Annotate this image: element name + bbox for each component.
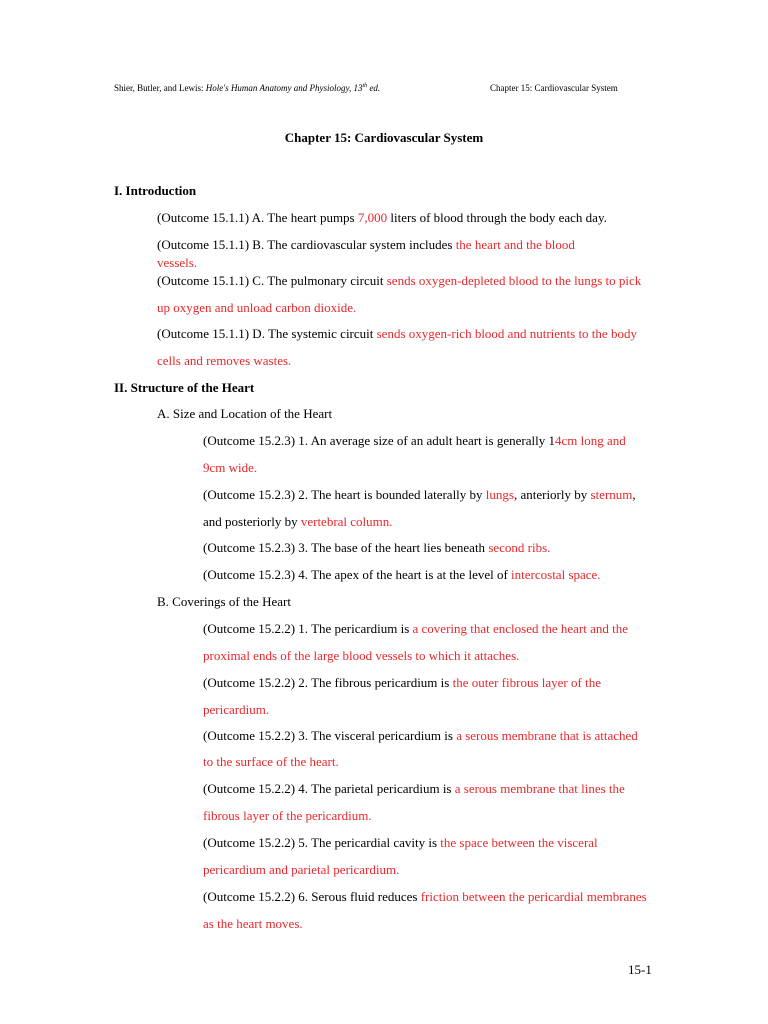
- outcome-item-continuation: as the heart moves.: [203, 916, 303, 931]
- running-header-chapter: Chapter 15: Cardiovascular System: [490, 83, 618, 93]
- outcome-item-continuation: up oxygen and unload carbon dioxide.: [157, 300, 357, 315]
- outcome-item: (Outcome 15.1.1) D. The systemic circuit sends oxygen-rich blood and nutrients to the body: [157, 326, 637, 341]
- outcome-item-continuation: and posteriorly by vertebral column.: [203, 514, 393, 529]
- outcome-item: (Outcome 15.2.2) 2. The fibrous pericardium is the outer fibrous layer of the: [203, 675, 601, 690]
- outcome-item-continuation: vessels.: [157, 255, 198, 270]
- section-heading-introduction: I. Introduction: [114, 183, 197, 198]
- subsection-heading-size-location: A. Size and Location of the Heart: [157, 406, 333, 421]
- outcome-item: (Outcome 15.2.2) 6. Serous fluid reduces friction between the pericardial membranes: [203, 889, 647, 904]
- outcome-item: (Outcome 15.2.3) 2. The heart is bounded laterally by lungs, anteriorly by sternum,: [203, 487, 636, 502]
- outcome-item: (Outcome 15.2.3) 4. The apex of the heart is at the level of intercostal space.: [203, 567, 601, 582]
- outcome-item: (Outcome 15.1.1) C. The pulmonary circuit sends oxygen-depleted blood to the lungs to pick: [157, 273, 642, 288]
- outcome-item-continuation: proximal ends of the large blood vessels to which it attaches.: [203, 648, 520, 663]
- outcome-item-continuation: 9cm wide.: [203, 460, 258, 475]
- outcome-item: (Outcome 15.1.1) B. The cardiovascular system includes the heart and the blood: [157, 237, 575, 252]
- outcome-item-continuation: fibrous layer of the pericardium.: [203, 808, 372, 823]
- outcome-item: (Outcome 15.2.2) 1. The pericardium is a covering that enclosed the heart and the: [203, 621, 629, 636]
- outcome-item: (Outcome 15.2.2) 4. The parietal pericardium is a serous membrane that lines the: [203, 781, 625, 796]
- outcome-item-continuation: pericardium.: [203, 702, 270, 717]
- page-number: 15-1: [628, 962, 652, 977]
- outcome-item-continuation: pericardium and parietal pericardium.: [203, 862, 400, 877]
- outcome-item: (Outcome 15.2.2) 5. The pericardial cavity is the space between the visceral: [203, 835, 598, 850]
- subsection-heading-coverings: B. Coverings of the Heart: [157, 594, 291, 609]
- running-header-citation: [114, 83, 380, 93]
- outcome-item-continuation: to the surface of the heart.: [203, 754, 339, 769]
- header-authors: Shier, Butler, and Lewis:: [114, 83, 204, 93]
- outcome-item-continuation: cells and removes wastes.: [157, 353, 292, 368]
- chapter-title: Chapter 15: Cardiovascular System: [284, 130, 484, 145]
- outcome-item: (Outcome 15.2.2) 3. The visceral pericardium is a serous membrane that is attached: [203, 728, 638, 743]
- section-heading-structure: II. Structure of the Heart: [114, 380, 255, 395]
- outcome-item: (Outcome 15.2.3) 3. The base of the heart lies beneath second ribs.: [203, 540, 551, 555]
- outcome-item: (Outcome 15.2.3) 1. An average size of an adult heart is generally 14cm long and: [203, 433, 626, 448]
- header-book-title: Hole's Human Anatomy and Physiology, 13th ed.: [205, 83, 381, 93]
- outcome-item: (Outcome 15.1.1) A. The heart pumps 7,000 liters of blood through the body each day.: [157, 210, 607, 225]
